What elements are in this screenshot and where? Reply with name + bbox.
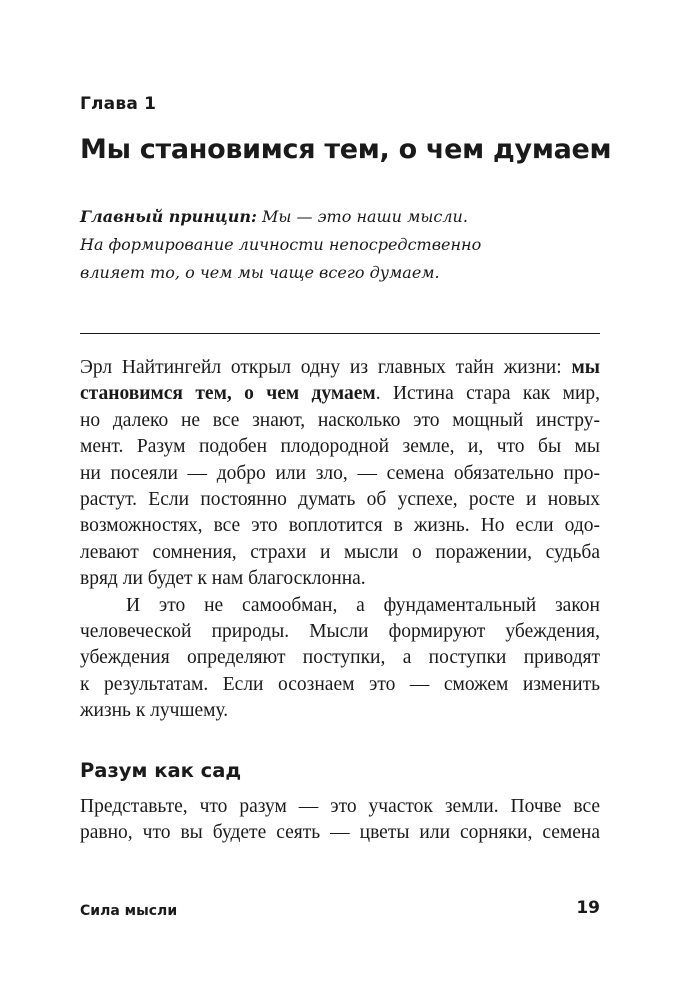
epigraph-lead: Главный принцип: bbox=[80, 207, 257, 226]
page-number: 19 bbox=[576, 898, 600, 918]
text-line: жизнь к лучшему. bbox=[80, 700, 229, 722]
section-heading: Разум как сад bbox=[80, 759, 242, 782]
text-line: вряд ли будет к нам благосклонна. bbox=[80, 568, 366, 590]
text-line bbox=[80, 355, 600, 381]
chapter-label: Глава 1 bbox=[80, 94, 157, 114]
emphasis: мы bbox=[571, 357, 600, 378]
emphasis: становимся тем, о чем думаем bbox=[80, 383, 376, 405]
text-line: к результатам. Если осознаем это — сможем изменить bbox=[80, 673, 600, 695]
text-line: Представьте, что разум — это участок земли. Почве все bbox=[80, 796, 600, 817]
epigraph-line: влияет то, о чем мы чаще всего думаем. bbox=[80, 263, 440, 282]
epigraph-text: Мы — это наши мысли. bbox=[256, 207, 468, 226]
text-line bbox=[80, 381, 600, 407]
paragraph-2 bbox=[80, 593, 600, 725]
text-line: равно, что вы будете сеять — цветы или сорняки, семена bbox=[80, 822, 600, 844]
text-line: убеждения определяют поступки, а поступки приводят bbox=[80, 647, 600, 669]
text-segment: Эрл Найтингейл открыл одну из главных тайн жизни: bbox=[80, 357, 572, 378]
paragraph-1 bbox=[80, 355, 600, 593]
text-line: левают сомнения, страхи и мысли о поражении, судьба bbox=[80, 541, 600, 563]
footer-book-title: Сила мысли bbox=[80, 903, 178, 919]
epigraph bbox=[80, 203, 600, 287]
chapter-title: Мы становимся тем, о чем думаем bbox=[80, 134, 612, 165]
text-line: растут. Если постоянно думать об успехе, росте и новых bbox=[80, 489, 600, 511]
section-paragraph bbox=[80, 794, 600, 847]
text-segment: . Истина стара как мир, bbox=[375, 383, 600, 405]
epigraph-line: На формирование личности непосредственно bbox=[80, 235, 482, 254]
text-line: ни посеяли — добро или зло, — семена обязательно про- bbox=[80, 462, 600, 484]
text-line: И это не самообман, а фундаментальный закон bbox=[126, 594, 600, 616]
text-line: возможностях, все это воплотится в жизнь. Но если одо- bbox=[80, 515, 600, 537]
text-line: но далеко не все знают, насколько это мощный инстру- bbox=[80, 409, 600, 431]
text-line: мент. Разум подобен плодородной земле, и, что бы мы bbox=[80, 436, 600, 458]
section-divider bbox=[80, 333, 600, 334]
epigraph-line bbox=[80, 203, 600, 231]
text-line: человеческой природы. Мысли формируют убеждения, bbox=[80, 621, 600, 642]
